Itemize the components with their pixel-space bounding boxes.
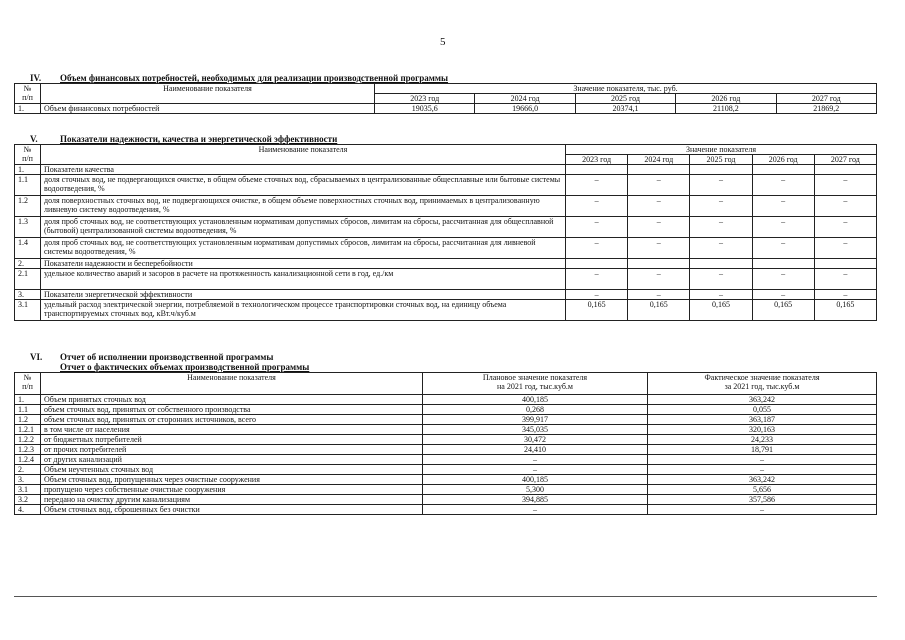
row-value: – <box>690 238 752 259</box>
col-header-no: № п/п <box>15 373 41 395</box>
year-header: 2026 год <box>752 155 814 165</box>
row-plan-value: 399,917 <box>423 415 648 425</box>
year-header: 2023 год <box>566 155 628 165</box>
reliability-indicators-table <box>14 144 877 321</box>
section-v-title: Показатели надежности, качества и энергетической эффективности <box>60 134 338 144</box>
row-value: – <box>628 196 690 217</box>
row-number: 1.2 <box>15 415 41 425</box>
row-plan-value: 30,472 <box>423 435 648 445</box>
section-iv-heading <box>14 73 877 83</box>
row-plan-value: 24,410 <box>423 445 648 455</box>
row-number: 3.1 <box>15 485 41 495</box>
row-name: Показатели качества <box>41 165 566 175</box>
col-header-name: Наименование показателя <box>41 373 423 395</box>
row-value: – <box>690 196 752 217</box>
table-row <box>15 300 877 321</box>
row-fact-value: 18,791 <box>648 445 877 455</box>
row-value: 21108,2 <box>676 104 776 114</box>
row-value: – <box>566 196 628 217</box>
row-number: 1. <box>15 104 41 114</box>
row-name: удельный расход электрической энергии, потребляемой в технологическом процессе транспортировки сточных вод, на единицу объема транспортируемых сточных вод, кВт.ч/куб.м <box>41 300 566 321</box>
row-fact-value: 320,163 <box>648 425 877 435</box>
row-fact-value: 363,242 <box>648 475 877 485</box>
section-vi-number: VI. <box>30 352 43 362</box>
year-header: 2026 год <box>676 94 776 104</box>
section-iv-number: IV. <box>30 73 42 83</box>
row-number: 2.1 <box>15 269 41 290</box>
row-number: 2. <box>15 259 41 269</box>
col-header-no: № п/п <box>15 84 41 104</box>
table-row <box>15 238 877 259</box>
table-row <box>15 485 877 495</box>
table-row <box>15 425 877 435</box>
row-fact-value: 363,187 <box>648 415 877 425</box>
row-number: 1.3 <box>15 217 41 238</box>
row-plan-value: 5,300 <box>423 485 648 495</box>
row-plan-value: – <box>423 455 648 465</box>
section-vi-heading <box>14 352 877 362</box>
row-name: объем сточных вод, принятых от сторонних источников, всего <box>41 415 423 425</box>
col-header-plan: Плановое значение показателя на 2021 год, тыс.куб.м <box>423 373 648 395</box>
row-value <box>814 165 876 175</box>
financial-needs-table <box>14 83 877 114</box>
row-value: – <box>814 238 876 259</box>
row-value: – <box>752 290 814 300</box>
col-header-name: Наименование показателя <box>41 145 566 165</box>
col-header-no: № п/п <box>15 145 41 165</box>
row-value: – <box>690 269 752 290</box>
row-number: 4. <box>15 505 41 515</box>
table-row <box>15 217 877 238</box>
year-header: 2025 год <box>690 155 752 165</box>
row-number: 1.2.3 <box>15 445 41 455</box>
table-row <box>15 165 877 175</box>
row-plan-value: 0,268 <box>423 405 648 415</box>
row-value: – <box>690 290 752 300</box>
row-name: Объем неучтенных сточных вод <box>41 465 423 475</box>
row-value: – <box>814 196 876 217</box>
row-name: от бюджетных потребителей <box>41 435 423 445</box>
footer-rule <box>14 596 877 597</box>
section-v <box>14 134 877 321</box>
section-v-number: V. <box>30 134 38 144</box>
table-row <box>15 290 877 300</box>
row-value: – <box>628 175 690 196</box>
row-value <box>690 165 752 175</box>
row-fact-value: 5,656 <box>648 485 877 495</box>
row-plan-value: 394,885 <box>423 495 648 505</box>
row-name: от других канализаций <box>41 455 423 465</box>
table-row <box>15 104 877 114</box>
row-value: – <box>752 217 814 238</box>
row-plan-value: 345,035 <box>423 425 648 435</box>
row-fact-value: – <box>648 505 877 515</box>
table-row <box>15 455 877 465</box>
row-value: – <box>814 269 876 290</box>
row-value: – <box>566 269 628 290</box>
section-vi-title: Отчет об исполнении производственной программы <box>60 352 274 362</box>
row-name: передано на очистку другим канализациям <box>41 495 423 505</box>
row-plan-value: 400,185 <box>423 395 648 405</box>
row-value: 0,165 <box>566 300 628 321</box>
row-value: 0,165 <box>814 300 876 321</box>
row-fact-value: 0,055 <box>648 405 877 415</box>
row-name: доля сточных вод, не подвергающихся очистке, в общем объеме сточных вод, сбрасываемых в централизованные общесплавные или бытовые системы водоотведения, % <box>41 175 566 196</box>
table-row <box>15 505 877 515</box>
table-row <box>15 475 877 485</box>
row-plan-value: – <box>423 465 648 475</box>
row-value: – <box>628 238 690 259</box>
col-header-group: Значение показателя, тыс. руб. <box>375 84 877 94</box>
row-name: доля поверхностных сточных вод, не подвергающихся очистке, в общем объеме поверхностных сточных вод, принимаемых в централизованную ливневую систему водоотведения, % <box>41 196 566 217</box>
page-number: 5 <box>440 36 446 48</box>
table-row <box>15 175 877 196</box>
row-value: – <box>814 175 876 196</box>
row-value: – <box>752 175 814 196</box>
row-value <box>566 165 628 175</box>
row-number: 3.2 <box>15 495 41 505</box>
row-value: – <box>628 290 690 300</box>
row-number: 3. <box>15 475 41 485</box>
section-vi-subtitle: Отчет о фактических объемах производственной программы <box>60 362 310 372</box>
table-row <box>15 445 877 455</box>
row-value: – <box>566 290 628 300</box>
row-value: 20374,1 <box>575 104 675 114</box>
row-number: 1.2 <box>15 196 41 217</box>
row-number: 1.4 <box>15 238 41 259</box>
table-row <box>15 435 877 445</box>
row-name: пропущено через собственные очистные сооружения <box>41 485 423 495</box>
section-v-heading <box>14 134 877 144</box>
row-value: 0,165 <box>752 300 814 321</box>
section-vi <box>14 352 877 515</box>
row-value: – <box>814 217 876 238</box>
row-name: от прочих потребителей <box>41 445 423 455</box>
row-value: – <box>566 175 628 196</box>
table-row <box>15 405 877 415</box>
row-value <box>690 259 752 269</box>
year-header: 2027 год <box>814 155 876 165</box>
row-value: – <box>690 217 752 238</box>
row-value: – <box>566 217 628 238</box>
row-number: 1.1 <box>15 175 41 196</box>
year-header: 2023 год <box>375 94 475 104</box>
table-row <box>15 269 877 290</box>
row-name: Объем сточных вод, сброшенных без очистки <box>41 505 423 515</box>
row-fact-value: – <box>648 465 877 475</box>
row-number: 3. <box>15 290 41 300</box>
row-name: Показатели надежности и бесперебойности <box>41 259 566 269</box>
section-iv-title: Объем финансовых потребностей, необходимых для реализации производственной программы <box>60 73 449 83</box>
row-value: 19035,6 <box>375 104 475 114</box>
year-header: 2024 год <box>628 155 690 165</box>
table-row <box>15 495 877 505</box>
row-fact-value: – <box>648 455 877 465</box>
row-number: 1.1 <box>15 405 41 415</box>
row-value: – <box>814 290 876 300</box>
row-value: – <box>628 269 690 290</box>
row-fact-value: 24,233 <box>648 435 877 445</box>
row-number: 2. <box>15 465 41 475</box>
row-value: – <box>752 269 814 290</box>
row-value: – <box>752 238 814 259</box>
table-row <box>15 395 877 405</box>
row-value: – <box>752 196 814 217</box>
row-name: Объем финансовых потребностей <box>41 104 375 114</box>
row-name: Объем сточных вод, пропущенных через очистные сооружения <box>41 475 423 485</box>
year-header: 2024 год <box>475 94 575 104</box>
row-value <box>814 259 876 269</box>
table-row <box>15 196 877 217</box>
row-name: Показатели энергетической эффективности <box>41 290 566 300</box>
row-name: объем сточных вод, принятых от собственного производства <box>41 405 423 415</box>
row-value <box>566 259 628 269</box>
row-name: доля проб сточных вод, не соответствующих установленным нормативам допустимых сбросов, лимитам на сбросы, рассчитанная для ливневой системы водоотведения, % <box>41 238 566 259</box>
row-value: – <box>628 217 690 238</box>
col-header-name: Наименование показателя <box>41 84 375 104</box>
table-row <box>15 465 877 475</box>
col-header-fact: Фактическое значение показателя за 2021 год, тыс.куб.м <box>648 373 877 395</box>
row-value <box>628 165 690 175</box>
col-header-group: Значение показателя <box>566 145 877 155</box>
section-iv <box>14 73 877 114</box>
row-number: 3.1 <box>15 300 41 321</box>
row-name: Объем принятых сточных вод <box>41 395 423 405</box>
table-row <box>15 259 877 269</box>
row-value: 19666,0 <box>475 104 575 114</box>
row-number: 1.2.4 <box>15 455 41 465</box>
row-value: 0,165 <box>628 300 690 321</box>
row-value <box>628 259 690 269</box>
row-value: 0,165 <box>690 300 752 321</box>
row-value <box>752 165 814 175</box>
row-fact-value: 357,586 <box>648 495 877 505</box>
row-number: 1. <box>15 165 41 175</box>
row-value: – <box>566 238 628 259</box>
row-plan-value: – <box>423 505 648 515</box>
row-value: 21869,2 <box>776 104 876 114</box>
table-row <box>15 415 877 425</box>
production-program-report-table <box>14 372 877 515</box>
row-name: в том числе от населения <box>41 425 423 435</box>
year-header: 2027 год <box>776 94 876 104</box>
row-number: 1. <box>15 395 41 405</box>
row-value <box>752 259 814 269</box>
row-value: – <box>690 175 752 196</box>
year-header: 2025 год <box>575 94 675 104</box>
row-number: 1.2.2 <box>15 435 41 445</box>
row-name: удельное количество аварий и засоров в расчете на протяженность канализационной сети в год, ед./км <box>41 269 566 290</box>
row-plan-value: 400,185 <box>423 475 648 485</box>
row-number: 1.2.1 <box>15 425 41 435</box>
row-fact-value: 363,242 <box>648 395 877 405</box>
row-name: доля проб сточных вод, не соответствующих установленным нормативам допустимых сбросов, лимитам на сбросы, рассчитанная для общесплавной (бытовой) централизованной системы водоотведения, % <box>41 217 566 238</box>
